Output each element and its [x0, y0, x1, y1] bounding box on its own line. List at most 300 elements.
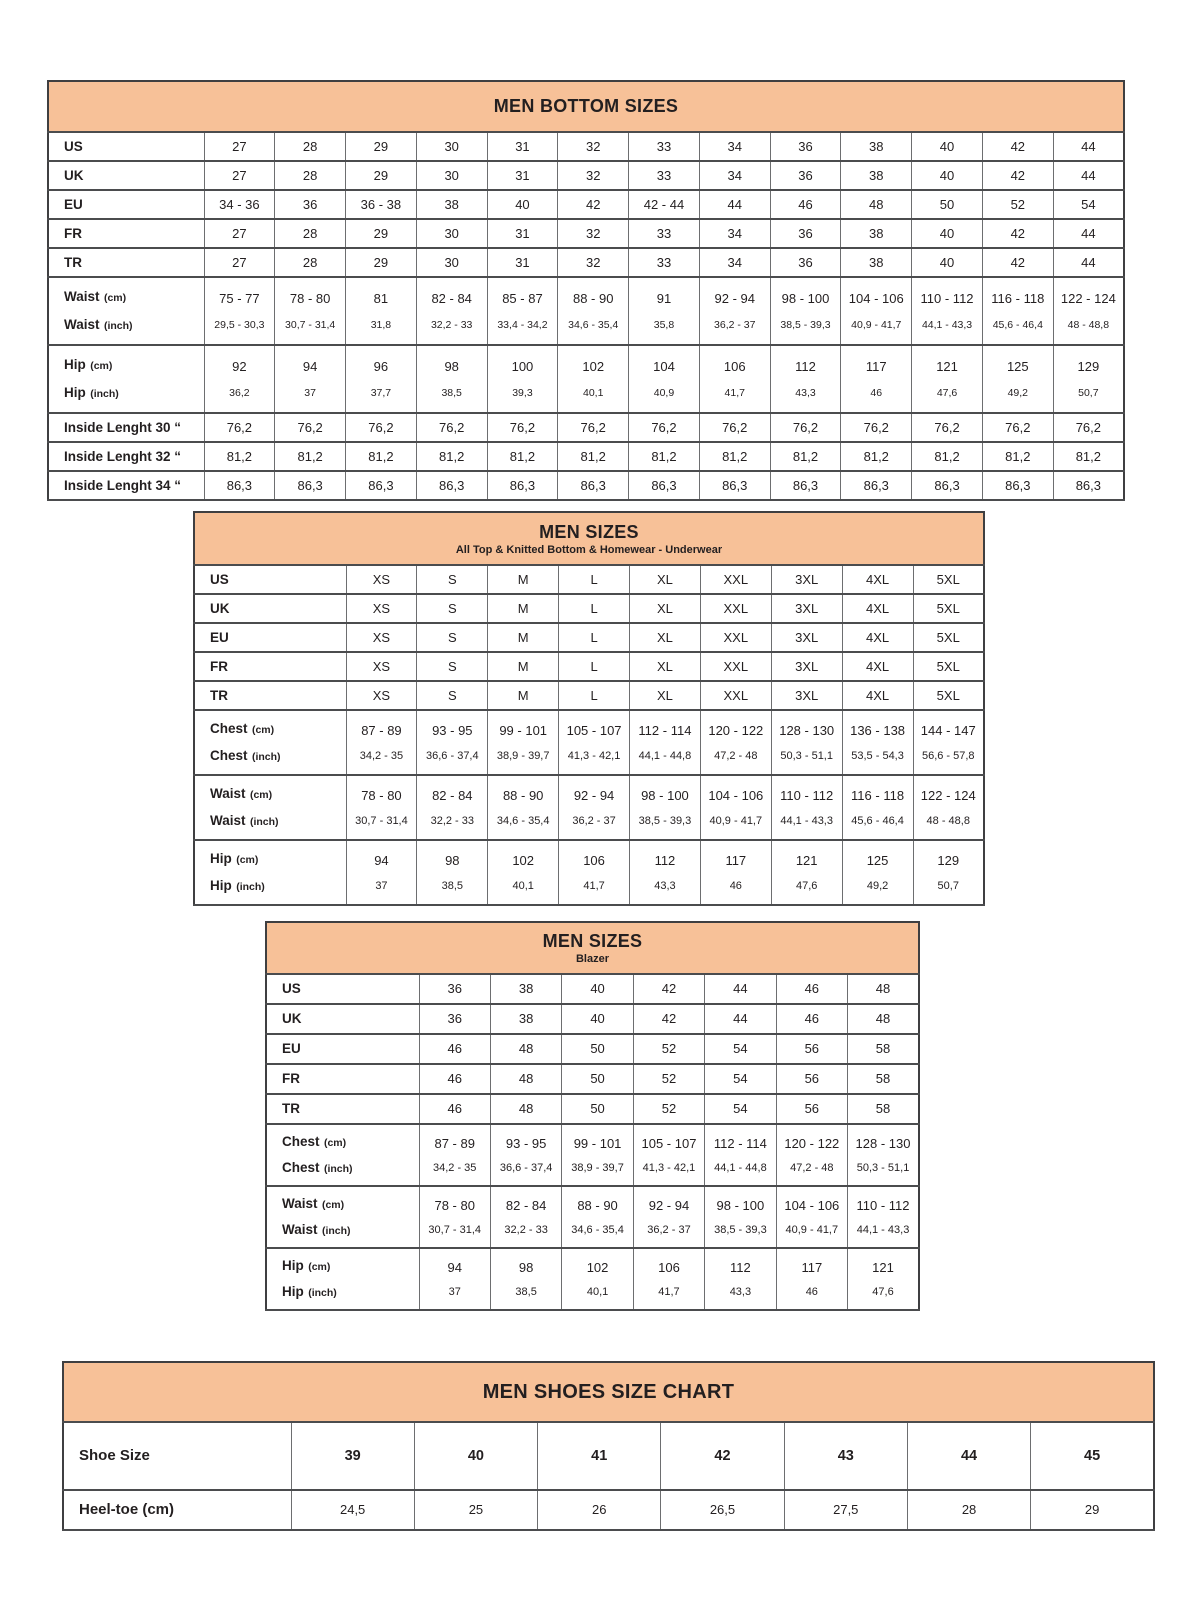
cell-value: 76,2: [368, 420, 394, 435]
row-label-text: EU: [210, 630, 229, 645]
cell-value-inch: 34,6 - 35,4: [568, 319, 619, 331]
table-cell: [559, 681, 630, 710]
cell-value: 76,2: [226, 420, 253, 435]
table-cell: [419, 1186, 490, 1248]
table-cell: [275, 413, 346, 442]
table-cell: [982, 132, 1053, 161]
table-cell: [490, 1124, 561, 1186]
cell-value: 46: [804, 981, 820, 996]
cell-value-inch: 47,2 - 48: [714, 750, 758, 762]
table-cell: [417, 681, 488, 710]
row-label-stack: [282, 1125, 419, 1185]
cell-value: 86,3: [226, 478, 253, 493]
cell-value-cm: 98 - 100: [781, 291, 830, 306]
cell-value: 45: [1084, 1448, 1101, 1464]
cell-value-inch: 38,5: [441, 387, 462, 399]
table-cell: [630, 565, 701, 594]
cell-value: 32: [585, 139, 601, 154]
table-cell: [841, 442, 912, 471]
row-label-text: FR: [210, 659, 228, 674]
table-cell: [346, 565, 417, 594]
table-cell: [487, 413, 558, 442]
table-cell: [562, 1004, 633, 1034]
row-label-stack: [210, 711, 346, 774]
row-label-text: Waist: [282, 1222, 318, 1237]
cell-value: M: [517, 572, 529, 587]
cell-value: 81,2: [580, 449, 606, 464]
cell-value: 42: [661, 1011, 677, 1026]
cell-value: 81,2: [297, 449, 323, 464]
cell-value: 76,2: [722, 420, 748, 435]
cell-value-inch: 38,5: [441, 880, 464, 892]
table-cell: [559, 652, 630, 681]
row-label-text: Waist: [210, 813, 246, 828]
cell-value-stack: [488, 776, 558, 839]
cell-value: 30: [444, 255, 459, 270]
table-cell: [417, 710, 488, 775]
table-cell: [907, 1422, 1030, 1490]
table-cell: [705, 1124, 776, 1186]
cell-value-cm: 88 - 90: [572, 291, 614, 306]
table-cell: [912, 471, 983, 500]
table-cell: [771, 623, 842, 652]
cell-value: 76,2: [509, 420, 536, 435]
table-cell: [275, 132, 346, 161]
table-row: [194, 681, 984, 710]
cell-value: M: [517, 659, 529, 674]
cell-value-cm: 99 - 101: [573, 1136, 622, 1151]
row-label-text: Waist: [282, 1196, 318, 1211]
table-cell: [416, 442, 487, 471]
row-label: [194, 681, 346, 710]
cell-value: XL: [656, 659, 673, 674]
cell-value-cm: 104 - 106: [708, 788, 764, 803]
cell-value-inch: 32,2 - 33: [430, 815, 475, 827]
cell-value-stack: [630, 711, 700, 774]
table-cell: [204, 248, 275, 277]
table-cell: [562, 1248, 633, 1310]
row-unit-text: (inch): [251, 751, 281, 763]
cell-value: 28: [961, 1502, 977, 1517]
row-label: [266, 1186, 419, 1248]
table-cell: [346, 442, 417, 471]
cell-value: 32: [585, 226, 601, 241]
cell-value-stack: [562, 1187, 632, 1247]
cell-value-stack: [559, 711, 629, 774]
cell-value-stack: [420, 1187, 490, 1247]
table-cell: [487, 442, 558, 471]
cell-value: 52: [661, 1071, 677, 1086]
table-cell: [204, 345, 275, 413]
table-cell: [982, 442, 1053, 471]
cell-value-cm: 78 - 80: [434, 1198, 475, 1213]
table-cell: [770, 442, 841, 471]
cell-value-cm: 98 - 100: [641, 788, 689, 803]
row-label-line: [282, 1283, 337, 1301]
cell-value: XXL: [723, 572, 749, 587]
row-unit-text: (cm): [323, 1137, 347, 1149]
table-cell: [490, 1094, 561, 1124]
row-label: [48, 471, 204, 500]
row-label-line: [282, 1159, 353, 1177]
table-row: [48, 219, 1124, 248]
table-row: [266, 1124, 919, 1186]
cell-value-inch: 45,6 - 46,4: [851, 815, 904, 827]
cell-value-inch: 37,7: [370, 387, 392, 399]
cell-value: L: [590, 630, 598, 645]
table-cell: [346, 413, 417, 442]
cell-value-inch: 40,9 - 41,7: [709, 815, 763, 827]
cell-value-inch: 37: [375, 880, 388, 892]
table-header: [266, 922, 919, 974]
row-label-text: Hip: [210, 878, 232, 893]
cell-value-cm: 122 - 124: [920, 788, 976, 803]
table-cell: [417, 623, 488, 652]
cell-value-cm: 75 - 77: [219, 291, 260, 306]
table-cell: [346, 190, 417, 219]
row-label-line: [64, 356, 112, 374]
cell-value: 40: [467, 1448, 484, 1464]
table-cell: [841, 161, 912, 190]
cell-value-stack: [634, 1125, 704, 1185]
cell-value: 81,2: [934, 449, 960, 464]
cell-value-stack: [843, 841, 913, 904]
row-unit-text: (inch): [249, 816, 279, 828]
row-label-line: [64, 384, 119, 402]
table-cell: [700, 652, 771, 681]
cell-value-inch: 34,2 - 35: [433, 1162, 477, 1174]
cell-value: 56: [804, 1041, 820, 1056]
cell-value-inch: 40,9 - 41,7: [785, 1224, 839, 1236]
cell-value-stack: [417, 278, 487, 344]
cell-value: 33: [656, 139, 672, 154]
cell-value-inch: 44,1 - 44,8: [714, 1162, 767, 1174]
cell-value: 26,5: [709, 1502, 736, 1517]
table-cell: [913, 652, 984, 681]
cell-value: 54: [733, 1071, 748, 1086]
table-cell: [630, 594, 701, 623]
cell-value: 86,3: [1075, 478, 1101, 493]
row-label: [194, 623, 346, 652]
table-cell: [848, 1004, 919, 1034]
table-cell: [699, 277, 770, 345]
table-cell: [559, 623, 630, 652]
cell-value-inch: 36,2: [229, 387, 250, 399]
table-cell: [204, 161, 275, 190]
row-label: [48, 219, 204, 248]
table-cell: [912, 442, 983, 471]
cell-value: 86,3: [439, 478, 465, 493]
table-cell: [346, 219, 417, 248]
table-cell: [699, 413, 770, 442]
table-cell: [982, 413, 1053, 442]
row-label-text: Inside Lenght 30 “: [64, 420, 182, 435]
cell-value-inch: 53,5 - 54,3: [851, 750, 904, 762]
cell-value: L: [590, 688, 598, 703]
cell-value: XS: [372, 659, 391, 674]
row-unit-text: (cm): [236, 854, 259, 866]
table-cell: [346, 775, 417, 840]
cell-value-stack: [1054, 346, 1123, 412]
cell-value-stack: [275, 346, 345, 412]
cell-value-stack: [914, 711, 984, 774]
row-label-text: Waist: [210, 786, 246, 801]
table-cell: [912, 190, 983, 219]
table-cell: [416, 219, 487, 248]
table-cell: [558, 277, 629, 345]
cell-value-inch: 43,3: [795, 387, 816, 399]
table-cell: [912, 132, 983, 161]
row-label: [48, 161, 204, 190]
cell-value-cm: 112: [654, 853, 676, 868]
cell-value-inch: 37: [448, 1286, 461, 1298]
table-cell: [1031, 1490, 1154, 1530]
row-label: [266, 974, 419, 1004]
cell-value-stack: [346, 278, 416, 344]
table-cell: [1053, 413, 1124, 442]
row-label: [194, 840, 346, 905]
row-label: [266, 1094, 419, 1124]
table-cell: [414, 1422, 537, 1490]
table-title-stack: [267, 923, 918, 973]
row-unit-text: (inch): [236, 881, 265, 893]
cell-value: 26: [591, 1502, 607, 1517]
cell-value-cm: 117: [801, 1260, 823, 1275]
table-cell: [633, 1248, 704, 1310]
table-cell: [913, 681, 984, 710]
table-cell: [487, 161, 558, 190]
cell-value-inch: 37: [304, 387, 316, 399]
table-row: [266, 974, 919, 1004]
table-cell: [417, 840, 488, 905]
cell-value: L: [590, 601, 598, 616]
cell-value-cm: 98: [444, 359, 459, 374]
cell-value-inch: 44,1 - 43,3: [921, 319, 973, 331]
cell-value-stack: [488, 278, 558, 344]
table-cell: [1053, 345, 1124, 413]
row-label-text: Hip: [282, 1258, 304, 1273]
table-cell: [776, 1004, 847, 1034]
cell-value-stack: [772, 711, 842, 774]
table-cell: [419, 1004, 490, 1034]
cell-value: XS: [372, 630, 391, 645]
cell-value-inch: 49,2: [866, 880, 889, 892]
table-cell: [204, 219, 275, 248]
cell-value-stack: [848, 1125, 918, 1185]
cell-value-cm: 110 - 112: [856, 1198, 910, 1213]
cell-value: 56: [804, 1101, 820, 1116]
table-cell: [841, 132, 912, 161]
row-label-text: Waist: [64, 289, 100, 304]
row-unit-text: (inch): [90, 388, 119, 400]
table-row: [266, 1248, 919, 1310]
table-cell: [204, 413, 275, 442]
cell-value-stack: [777, 1125, 847, 1185]
cell-value-inch: 40,1: [582, 387, 604, 399]
cell-value-cm: 98: [445, 853, 460, 868]
cell-value-stack: [705, 1125, 775, 1185]
cell-value: 46: [447, 1041, 462, 1056]
table-cell: [630, 710, 701, 775]
table-cell: [416, 277, 487, 345]
cell-value: 56: [804, 1071, 820, 1086]
table-cell: [490, 974, 561, 1004]
cell-value-stack: [488, 346, 558, 412]
row-label: [194, 710, 346, 775]
cell-value: M: [517, 601, 529, 616]
table-cell: [776, 1064, 847, 1094]
cell-value-inch: 30,7 - 31,4: [428, 1224, 481, 1236]
table-cell: [419, 1248, 490, 1310]
table-cell: [912, 277, 983, 345]
table-cell: [416, 345, 487, 413]
table-row: [48, 248, 1124, 277]
cell-value-inch: 34,2 - 35: [359, 750, 404, 762]
cell-value: 44: [1081, 255, 1096, 270]
cell-value-cm: 120 - 122: [784, 1136, 840, 1151]
cell-value: 36: [302, 197, 318, 212]
cell-value: 42: [1010, 226, 1026, 241]
cell-value: 48: [518, 1101, 534, 1116]
cell-value-inch: 46: [805, 1286, 818, 1298]
cell-value-stack: [629, 278, 699, 344]
cell-value-inch: 34,6 - 35,4: [571, 1224, 624, 1236]
table-cell: [912, 345, 983, 413]
table-cell: [913, 710, 984, 775]
table-cell: [346, 161, 417, 190]
table-cell: [630, 681, 701, 710]
table-cell: [842, 623, 913, 652]
row-label-text: TR: [210, 688, 228, 703]
cell-value-cm: 91: [656, 291, 672, 306]
row-label-text: Chest: [210, 721, 248, 736]
cell-value: XL: [656, 601, 673, 616]
table-cell: [848, 1186, 919, 1248]
table-cell: [538, 1490, 661, 1530]
cell-value-inch: 50,3 - 51,1: [856, 1162, 910, 1174]
row-label-stack: [210, 841, 346, 904]
table-cell: [488, 652, 559, 681]
cell-value: 29: [373, 139, 389, 154]
cell-value: M: [517, 688, 529, 703]
row-label: [266, 1004, 419, 1034]
cell-value-cm: 129: [937, 853, 960, 868]
cell-value: L: [590, 572, 598, 587]
cell-value: 44: [733, 1011, 748, 1026]
table-cell: [419, 1124, 490, 1186]
cell-value: 4XL: [865, 630, 890, 645]
cell-value-stack: [417, 776, 487, 839]
table-cell: [275, 161, 346, 190]
table-cell: [488, 594, 559, 623]
table-cell: [912, 413, 983, 442]
row-label-text: Hip: [64, 357, 86, 372]
row-label: [48, 132, 204, 161]
cell-value: 27: [232, 168, 247, 183]
cell-value-inch: 38,9 - 39,7: [496, 750, 550, 762]
table-cell: [1053, 190, 1124, 219]
table-row: [194, 623, 984, 652]
cell-value-stack: [848, 1249, 918, 1309]
table-cell: [416, 471, 487, 500]
cell-value: XXL: [723, 630, 749, 645]
table-cell: [841, 277, 912, 345]
row-label-text: EU: [282, 1041, 301, 1056]
row-label: [266, 1248, 419, 1310]
cell-value: M: [517, 630, 529, 645]
cell-value: 44: [727, 197, 742, 212]
table-row: [266, 1064, 919, 1094]
table-row: [48, 413, 1124, 442]
cell-value: 42: [585, 197, 601, 212]
cell-value-cm: 88 - 90: [502, 788, 544, 803]
size-table: [193, 511, 985, 906]
cell-value-stack: [562, 1125, 632, 1185]
table-header-row: [194, 512, 984, 565]
table-cell: [842, 710, 913, 775]
cell-value-stack: [346, 346, 416, 412]
cell-value-inch: 38,5 - 39,3: [780, 319, 831, 331]
table-cell: [841, 345, 912, 413]
cell-value-inch: 40,1: [586, 1286, 609, 1298]
cell-value-cm: 125: [1006, 359, 1029, 374]
table-cell: [275, 219, 346, 248]
cell-value: S: [447, 601, 457, 616]
cell-value-stack: [417, 711, 487, 774]
table-cell: [633, 1034, 704, 1064]
row-label: [194, 565, 346, 594]
cell-value: 81,2: [226, 449, 253, 464]
cell-value: 42: [661, 981, 677, 996]
table-cell: [416, 161, 487, 190]
table-cell: [699, 248, 770, 277]
table-row: [194, 652, 984, 681]
row-label-line: [282, 1133, 346, 1151]
cell-value-cm: 87 - 89: [361, 723, 402, 738]
table-title-stack: [49, 82, 1123, 131]
cell-value: 48: [869, 197, 884, 212]
cell-value: 5XL: [936, 572, 960, 587]
table-row: [194, 565, 984, 594]
table-cell: [559, 710, 630, 775]
table-cell: [346, 471, 417, 500]
cell-value-cm: 128 - 130: [779, 723, 835, 738]
cell-value: 32: [585, 255, 601, 270]
row-unit-text: (cm): [321, 1199, 345, 1211]
cell-value-stack: [491, 1249, 561, 1309]
cell-value: 86,3: [934, 478, 960, 493]
cell-value-cm: 122 - 124: [1060, 291, 1116, 306]
table-cell: [776, 1124, 847, 1186]
cell-value: 54: [733, 1101, 748, 1116]
table-cell: [776, 974, 847, 1004]
cell-value: 46: [804, 1011, 820, 1026]
table-cell: [661, 1490, 784, 1530]
cell-value-stack: [777, 1249, 847, 1309]
table-cell: [913, 840, 984, 905]
cell-value: 86,3: [580, 478, 606, 493]
table-cell: [1053, 132, 1124, 161]
table-cell: [558, 132, 629, 161]
cell-value: 28: [302, 255, 318, 270]
table-cell: [913, 775, 984, 840]
cell-value-cm: 81: [373, 291, 389, 306]
cell-value: 86,3: [863, 478, 889, 493]
cell-value-cm: 106: [723, 359, 746, 374]
cell-value: 50: [939, 197, 955, 212]
table-cell: [275, 248, 346, 277]
table-cell: [558, 190, 629, 219]
